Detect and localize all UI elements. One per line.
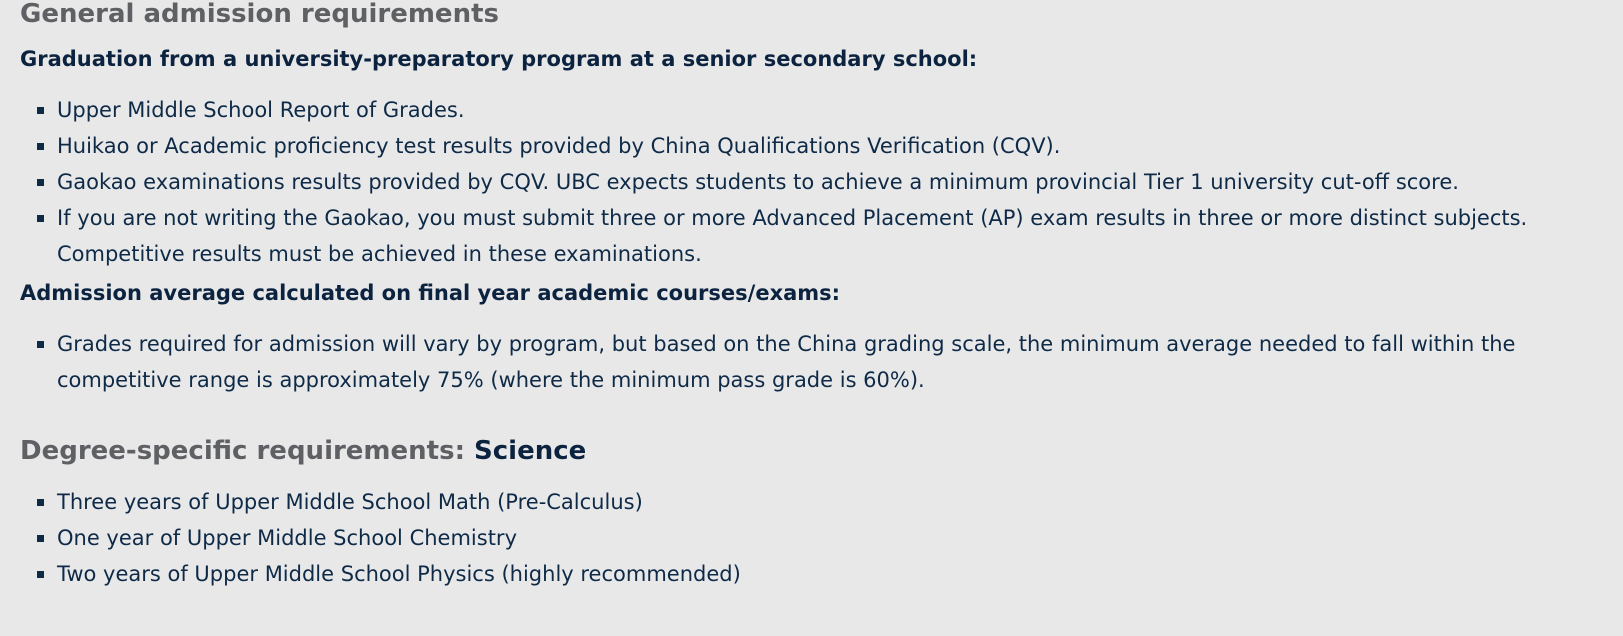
square-bullet-icon [37,215,44,222]
degree-title-prefix: Degree-specific requirements: [20,436,465,466]
list-item [20,92,1610,128]
graduation-heading: Graduation from a university-preparatory program at a senior secondary school: [20,47,978,71]
list-item [20,128,1610,164]
graduation-requirements-list [20,92,1610,272]
list-item [20,164,1610,200]
list-item-text: If you are not writing the Gaokao, you must submit three or more Advanced Placement (AP) exam results in three or more distinct subjects. Competitive results must be achieved in these examinations. [57,206,1528,266]
list-item-text: Two years of Upper Middle School Physics (highly recommended) [57,562,741,586]
general-requirements-title: General admission requirements [20,0,499,29]
degree-name: Science [474,436,587,466]
admission-average-heading: Admission average calculated on final year academic courses/exams: [20,281,841,305]
square-bullet-icon [37,341,44,348]
list-item [20,326,1610,398]
square-bullet-icon [37,107,44,114]
list-item-text: Upper Middle School Report of Grades. [57,98,465,122]
square-bullet-icon [37,179,44,186]
list-item [20,200,1610,272]
list-item [20,484,1610,520]
square-bullet-icon [37,499,44,506]
list-item-text: Huikao or Academic proficiency test results provided by China Qualifications Verification (CQV). [57,134,1061,158]
square-bullet-icon [37,571,44,578]
list-item-text: Grades required for admission will vary by program, but based on the China grading scale, the minimum average needed to fall within the competitive range is approximately 75% (where the minimum pass grade is 60%). [57,332,1516,392]
list-item-text: Three years of Upper Middle School Math (Pre-Calculus) [57,490,643,514]
admission-average-list [20,326,1610,398]
square-bullet-icon [37,143,44,150]
list-item-text: Gaokao examinations results provided by CQV. UBC expects students to achieve a minimum provincial Tier 1 university cut-off score. [57,170,1459,194]
list-item [20,520,1610,556]
list-item-text: One year of Upper Middle School Chemistry [57,526,517,550]
list-item [20,556,1610,592]
square-bullet-icon [37,535,44,542]
degree-specific-title [20,436,586,466]
degree-requirements-list [20,484,1610,592]
